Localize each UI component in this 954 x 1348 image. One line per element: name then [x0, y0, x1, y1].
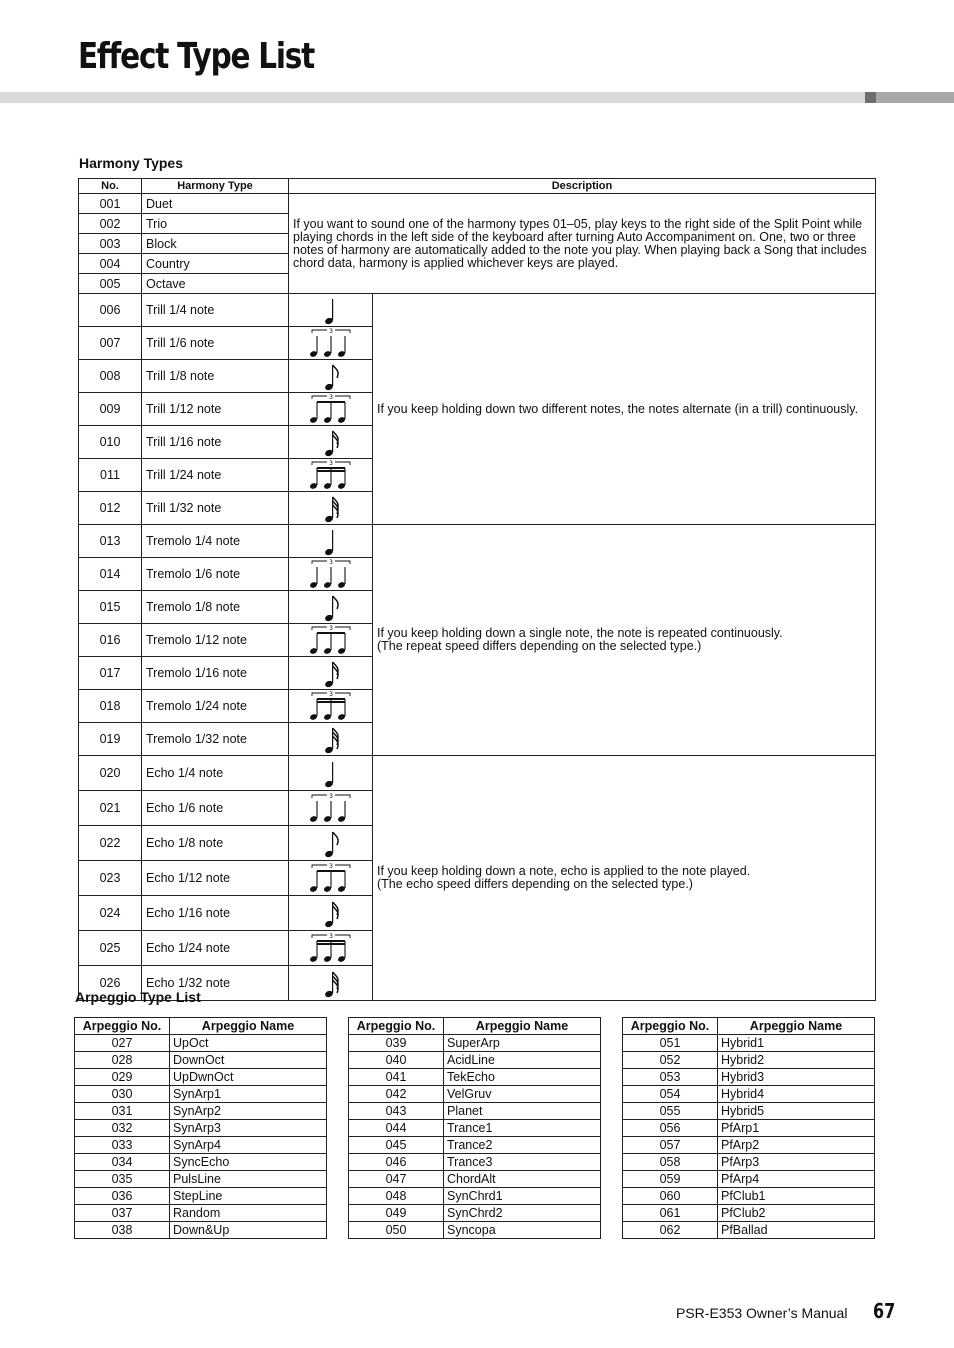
- arpeggio-name: Syncopa: [444, 1222, 601, 1239]
- arpeggio-row: [349, 1103, 601, 1120]
- harmony-no: 020: [79, 756, 142, 791]
- harmony-type-name: Echo 1/4 note: [142, 756, 289, 791]
- quarter-note-icon: [289, 525, 372, 557]
- harmony-no: 016: [79, 624, 142, 657]
- arpeggio-name: Hybrid3: [718, 1069, 875, 1086]
- note-value-cell: [289, 791, 373, 826]
- arpeggio-no: 054: [623, 1086, 718, 1103]
- arpeggio-no: 053: [623, 1069, 718, 1086]
- harmony-type-name: Trill 1/6 note: [142, 327, 289, 360]
- description-line: (The repeat speed differs depending on the selected type.): [377, 639, 702, 653]
- harmony-type-name: Trill 1/32 note: [142, 492, 289, 525]
- note-value-cell: [289, 558, 373, 591]
- note-value-cell: [289, 756, 373, 791]
- harmony-no: 019: [79, 723, 142, 756]
- arpeggio-row: [623, 1137, 875, 1154]
- arpeggio-no: 030: [75, 1086, 170, 1103]
- harmony-type-name: Octave: [142, 274, 289, 294]
- arpeggio-no: 048: [349, 1188, 444, 1205]
- arpeggio-no: 060: [623, 1188, 718, 1205]
- arpeggio-no: 034: [75, 1154, 170, 1171]
- title-rule-end: [876, 92, 954, 103]
- arpeggio-no: 046: [349, 1154, 444, 1171]
- harmony-type-name: Trill 1/4 note: [142, 294, 289, 327]
- arpeggio-no: 042: [349, 1086, 444, 1103]
- arpeggio-name: SyncEcho: [170, 1154, 327, 1171]
- arpeggio-name: Planet: [444, 1103, 601, 1120]
- arpeggio-no: 036: [75, 1188, 170, 1205]
- arpeggio-row: [623, 1188, 875, 1205]
- arpeggio-no: 058: [623, 1154, 718, 1171]
- arpeggio-row: [623, 1171, 875, 1188]
- harmony-no: 006: [79, 294, 142, 327]
- arpeggio-no: 029: [75, 1069, 170, 1086]
- note-value-cell: [289, 492, 373, 525]
- arpeggio-name: Trance3: [444, 1154, 601, 1171]
- arpeggio-name: PfArp4: [718, 1171, 875, 1188]
- arpeggio-row: [75, 1222, 327, 1239]
- arpeggio-row: [75, 1120, 327, 1137]
- harmony-description: [373, 294, 876, 525]
- arpeggio-no: 055: [623, 1103, 718, 1120]
- sixteenth-triplet-icon: [289, 690, 372, 722]
- arpeggio-row: [623, 1120, 875, 1137]
- quarter-triplet-icon: [289, 327, 372, 359]
- arpeggio-no: 035: [75, 1171, 170, 1188]
- harmony-type-name: Echo 1/16 note: [142, 896, 289, 931]
- arpeggio-row: [349, 1086, 601, 1103]
- harmony-no: 013: [79, 525, 142, 558]
- sixteenth-note-icon: [289, 426, 372, 458]
- note-value-cell: [289, 459, 373, 492]
- arpeggio-no: 051: [623, 1035, 718, 1052]
- harmony-type-name: Trio: [142, 214, 289, 234]
- arpeggio-row: [623, 1035, 875, 1052]
- harmony-type-name: Tremolo 1/12 note: [142, 624, 289, 657]
- harmony-type-name: Echo 1/32 note: [142, 966, 289, 1001]
- arpeggio-name: Hybrid5: [718, 1103, 875, 1120]
- arpeggio-name: UpDwnOct: [170, 1069, 327, 1086]
- column-header-harmony-type: Harmony Type: [142, 179, 289, 194]
- arpeggio-no: 044: [349, 1120, 444, 1137]
- quarter-note-icon: [289, 757, 372, 789]
- arpeggio-row: [75, 1035, 327, 1052]
- arpeggio-name: SynArp4: [170, 1137, 327, 1154]
- column-header-description: Description: [289, 179, 876, 194]
- arpeggio-no: 040: [349, 1052, 444, 1069]
- harmony-types-table: [78, 178, 876, 1001]
- harmony-type-name: Tremolo 1/6 note: [142, 558, 289, 591]
- arpeggio-table: [622, 1017, 875, 1239]
- arpeggio-name: SynArp3: [170, 1120, 327, 1137]
- arpeggio-row: [349, 1069, 601, 1086]
- note-value-cell: [289, 294, 373, 327]
- arpeggio-no: 045: [349, 1137, 444, 1154]
- note-value-cell: [289, 723, 373, 756]
- arpeggio-type-list-heading: Arpeggio Type List: [75, 989, 201, 1005]
- arpeggio-row: [75, 1052, 327, 1069]
- harmony-type-name: Duet: [142, 194, 289, 214]
- harmony-no: 018: [79, 690, 142, 723]
- arpeggio-row: [75, 1154, 327, 1171]
- arpeggio-no: 037: [75, 1205, 170, 1222]
- harmony-type-name: Tremolo 1/32 note: [142, 723, 289, 756]
- manual-footer: PSR-E353 Owner’s Manual: [676, 1305, 848, 1321]
- harmony-no: 021: [79, 791, 142, 826]
- harmony-no: 025: [79, 931, 142, 966]
- description-line: (The echo speed differs depending on the selected type.): [377, 877, 693, 891]
- arpeggio-table: [348, 1017, 601, 1239]
- harmony-type-name: Echo 1/8 note: [142, 826, 289, 861]
- arpeggio-name: DownOct: [170, 1052, 327, 1069]
- harmony-type-name: Trill 1/8 note: [142, 360, 289, 393]
- note-value-cell: [289, 624, 373, 657]
- arpeggio-row: [349, 1035, 601, 1052]
- eighth-note-icon: [289, 591, 372, 623]
- arpeggio-row: [349, 1154, 601, 1171]
- harmony-type-name: Country: [142, 254, 289, 274]
- harmony-row: [79, 294, 876, 327]
- arpeggio-row: [75, 1188, 327, 1205]
- column-header-arpeggio-no: Arpeggio No.: [75, 1018, 170, 1035]
- arpeggio-row: [623, 1052, 875, 1069]
- title-rule: [0, 92, 865, 103]
- thirty-second-note-icon: [289, 492, 372, 524]
- arpeggio-row: [75, 1069, 327, 1086]
- svg-text:3: 3: [328, 328, 333, 335]
- arpeggio-row: [75, 1086, 327, 1103]
- column-header-no: No.: [79, 179, 142, 194]
- harmony-type-name: Echo 1/12 note: [142, 861, 289, 896]
- arpeggio-no: 027: [75, 1035, 170, 1052]
- arpeggio-row: [349, 1222, 601, 1239]
- arpeggio-name: SynArp2: [170, 1103, 327, 1120]
- arpeggio-row: [623, 1154, 875, 1171]
- arpeggio-name: UpOct: [170, 1035, 327, 1052]
- harmony-no: 005: [79, 274, 142, 294]
- harmony-type-name: Trill 1/24 note: [142, 459, 289, 492]
- arpeggio-table: [74, 1017, 327, 1239]
- arpeggio-row: [623, 1069, 875, 1086]
- arpeggio-name: Hybrid1: [718, 1035, 875, 1052]
- arpeggio-no: 061: [623, 1205, 718, 1222]
- note-value-cell: [289, 826, 373, 861]
- harmony-description: [373, 525, 876, 756]
- page-title: Effect Type List: [78, 36, 315, 77]
- harmony-type-name: Tremolo 1/24 note: [142, 690, 289, 723]
- arpeggio-no: 039: [349, 1035, 444, 1052]
- title-rule-marker: [865, 92, 876, 103]
- arpeggio-no: 031: [75, 1103, 170, 1120]
- harmony-row: [79, 194, 876, 214]
- arpeggio-row: [75, 1137, 327, 1154]
- arpeggio-row: [75, 1205, 327, 1222]
- note-value-cell: [289, 393, 373, 426]
- arpeggio-name: PulsLine: [170, 1171, 327, 1188]
- svg-text:3: 3: [328, 933, 333, 940]
- harmony-no: 012: [79, 492, 142, 525]
- arpeggio-name: SynChrd2: [444, 1205, 601, 1222]
- column-header-arpeggio-no: Arpeggio No.: [623, 1018, 718, 1035]
- arpeggio-name: VelGruv: [444, 1086, 601, 1103]
- harmony-type-name: Echo 1/24 note: [142, 931, 289, 966]
- arpeggio-name: Hybrid2: [718, 1052, 875, 1069]
- harmony-no: 023: [79, 861, 142, 896]
- arpeggio-row: [623, 1086, 875, 1103]
- column-header-arpeggio-name: Arpeggio Name: [718, 1018, 875, 1035]
- column-header-arpeggio-name: Arpeggio Name: [444, 1018, 601, 1035]
- arpeggio-row: [349, 1205, 601, 1222]
- arpeggio-name: PfClub1: [718, 1188, 875, 1205]
- harmony-types-heading: Harmony Types: [79, 155, 183, 171]
- harmony-type-name: Trill 1/12 note: [142, 393, 289, 426]
- harmony-no: 007: [79, 327, 142, 360]
- note-value-cell: [289, 861, 373, 896]
- arpeggio-no: 038: [75, 1222, 170, 1239]
- arpeggio-row: [349, 1171, 601, 1188]
- arpeggio-row: [349, 1137, 601, 1154]
- harmony-no: 004: [79, 254, 142, 274]
- arpeggio-row: [623, 1205, 875, 1222]
- arpeggio-name: TekEcho: [444, 1069, 601, 1086]
- harmony-no: 003: [79, 234, 142, 254]
- note-value-cell: [289, 360, 373, 393]
- note-value-cell: [289, 327, 373, 360]
- svg-text:3: 3: [328, 559, 333, 566]
- harmony-row: [79, 525, 876, 558]
- arpeggio-no: 041: [349, 1069, 444, 1086]
- eighth-triplet-icon: [289, 862, 372, 894]
- description-line: If you want to sound one of the harmony types 01–05, play keys to the right side of the Split Point while playing chords in the left side of the keyboard after turning Auto Accompaniment on. One, two or three notes of harmony are automatically added to the note you play. When playing back a Song that includes chord data, harmony is applied whichever keys are played.: [293, 216, 867, 270]
- arpeggio-row: [349, 1188, 601, 1205]
- arpeggio-name: StepLine: [170, 1188, 327, 1205]
- sixteenth-note-icon: [289, 897, 372, 929]
- note-value-cell: [289, 896, 373, 931]
- svg-text:3: 3: [328, 394, 333, 401]
- arpeggio-name: AcidLine: [444, 1052, 601, 1069]
- note-value-cell: [289, 966, 373, 1001]
- arpeggio-no: 062: [623, 1222, 718, 1239]
- harmony-no: 015: [79, 591, 142, 624]
- harmony-no: 022: [79, 826, 142, 861]
- description-line: If you keep holding down a note, echo is applied to the note played.: [377, 864, 751, 878]
- arpeggio-no: 052: [623, 1052, 718, 1069]
- column-header-arpeggio-name: Arpeggio Name: [170, 1018, 327, 1035]
- arpeggio-name: SynChrd1: [444, 1188, 601, 1205]
- harmony-no: 001: [79, 194, 142, 214]
- note-value-cell: [289, 657, 373, 690]
- harmony-no: 014: [79, 558, 142, 591]
- arpeggio-name: Down&Up: [170, 1222, 327, 1239]
- arpeggio-name: Random: [170, 1205, 327, 1222]
- arpeggio-name: PfClub2: [718, 1205, 875, 1222]
- svg-text:3: 3: [328, 863, 333, 870]
- eighth-note-icon: [289, 360, 372, 392]
- arpeggio-name: SynArp1: [170, 1086, 327, 1103]
- quarter-triplet-icon: [289, 792, 372, 824]
- svg-text:3: 3: [328, 460, 333, 467]
- harmony-description: [289, 194, 876, 294]
- arpeggio-name: Trance1: [444, 1120, 601, 1137]
- arpeggio-no: 033: [75, 1137, 170, 1154]
- harmony-no: 017: [79, 657, 142, 690]
- column-header-arpeggio-no: Arpeggio No.: [349, 1018, 444, 1035]
- description-line: If you keep holding down two different notes, the notes alternate (in a trill) continuously.: [377, 401, 859, 416]
- arpeggio-row: [349, 1052, 601, 1069]
- eighth-note-icon: [289, 827, 372, 859]
- quarter-triplet-icon: [289, 558, 372, 590]
- note-value-cell: [289, 426, 373, 459]
- note-value-cell: [289, 690, 373, 723]
- arpeggio-no: 032: [75, 1120, 170, 1137]
- harmony-no: 011: [79, 459, 142, 492]
- arpeggio-name: PfBallad: [718, 1222, 875, 1239]
- harmony-no: 024: [79, 896, 142, 931]
- arpeggio-name: PfArp2: [718, 1137, 875, 1154]
- sixteenth-triplet-icon: [289, 932, 372, 964]
- arpeggio-name: ChordAlt: [444, 1171, 601, 1188]
- note-value-cell: [289, 591, 373, 624]
- thirty-second-note-icon: [289, 967, 372, 999]
- harmony-row: [79, 756, 876, 791]
- harmony-type-name: Tremolo 1/16 note: [142, 657, 289, 690]
- arpeggio-no: 059: [623, 1171, 718, 1188]
- harmony-type-name: Tremolo 1/4 note: [142, 525, 289, 558]
- note-value-cell: [289, 931, 373, 966]
- harmony-no: 002: [79, 214, 142, 234]
- arpeggio-name: PfArp3: [718, 1154, 875, 1171]
- harmony-type-name: Trill 1/16 note: [142, 426, 289, 459]
- quarter-note-icon: [289, 294, 372, 326]
- arpeggio-no: 047: [349, 1171, 444, 1188]
- arpeggio-row: [623, 1103, 875, 1120]
- arpeggio-name: SuperArp: [444, 1035, 601, 1052]
- sixteenth-note-icon: [289, 657, 372, 689]
- harmony-no: 026: [79, 966, 142, 1001]
- harmony-no: 010: [79, 426, 142, 459]
- arpeggio-name: PfArp1: [718, 1120, 875, 1137]
- svg-text:3: 3: [328, 691, 333, 698]
- arpeggio-no: 056: [623, 1120, 718, 1137]
- arpeggio-name: Trance2: [444, 1137, 601, 1154]
- harmony-description: [373, 756, 876, 1001]
- arpeggio-row: [75, 1103, 327, 1120]
- eighth-triplet-icon: [289, 393, 372, 425]
- harmony-type-name: Echo 1/6 note: [142, 791, 289, 826]
- eighth-triplet-icon: [289, 624, 372, 656]
- sixteenth-triplet-icon: [289, 459, 372, 491]
- arpeggio-no: 057: [623, 1137, 718, 1154]
- harmony-type-name: Tremolo 1/8 note: [142, 591, 289, 624]
- arpeggio-no: 049: [349, 1205, 444, 1222]
- arpeggio-no: 028: [75, 1052, 170, 1069]
- page-number: 67: [873, 1299, 896, 1323]
- arpeggio-row: [623, 1222, 875, 1239]
- arpeggio-row: [75, 1171, 327, 1188]
- svg-text:3: 3: [328, 793, 333, 800]
- arpeggio-name: Hybrid4: [718, 1086, 875, 1103]
- harmony-type-name: Block: [142, 234, 289, 254]
- svg-text:3: 3: [328, 625, 333, 632]
- arpeggio-no: 050: [349, 1222, 444, 1239]
- description-line: If you keep holding down a single note, the note is repeated continuously.: [377, 626, 783, 640]
- arpeggio-no: 043: [349, 1103, 444, 1120]
- thirty-second-note-icon: [289, 723, 372, 755]
- harmony-no: 009: [79, 393, 142, 426]
- note-value-cell: [289, 525, 373, 558]
- harmony-no: 008: [79, 360, 142, 393]
- arpeggio-row: [349, 1120, 601, 1137]
